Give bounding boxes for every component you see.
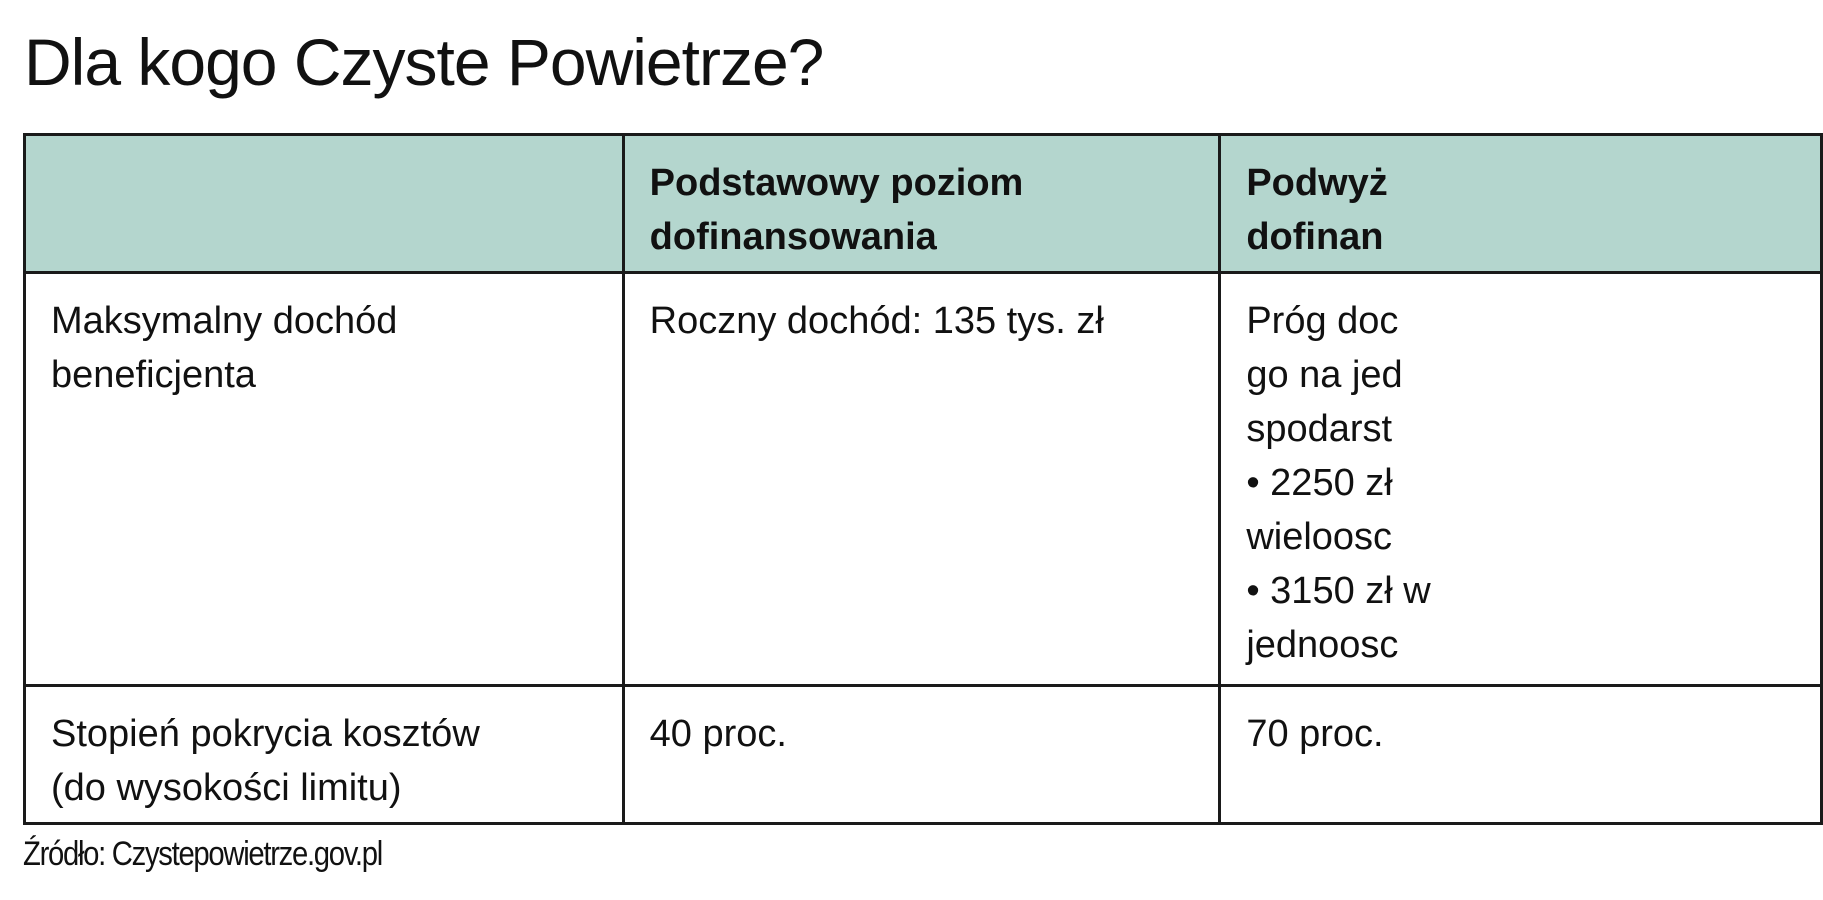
row-label-cell [25, 273, 624, 686]
header-cell-empty [25, 135, 624, 273]
cell-text-line: jednoosc [1246, 624, 1399, 666]
cell-text-line: go na jed [1246, 354, 1403, 396]
basic-level-cell [623, 273, 1220, 686]
cell-text-line: wieloosc [1246, 516, 1393, 558]
table-row-cost-coverage [25, 686, 1822, 824]
increased-level-cell [1220, 273, 1822, 686]
source-note: Źródło: Czystepowietrze.gov.pl [23, 835, 382, 873]
increased-level-cell [1220, 686, 1822, 824]
page-title: Dla kogo Czyste Powietrze? [24, 25, 824, 99]
table-row-max-income [25, 273, 1822, 686]
cell-text-line: 40 proc. [649, 713, 787, 755]
cell-text-line: 70 proc. [1246, 713, 1384, 755]
header-line: dofinansowania [649, 216, 937, 258]
row-label-cell [25, 686, 624, 824]
header-cell-basic-level [623, 135, 1220, 273]
row-label-line: beneficjenta [51, 354, 256, 396]
cell-text-line: spodarst [1246, 408, 1393, 450]
header-line: dofinan [1246, 216, 1384, 258]
row-label-line: Stopień pokrycia kosztów [51, 713, 480, 755]
table-header-row [25, 135, 1822, 273]
cell-text-line: • 2250 zł [1246, 462, 1393, 504]
cell-text-line: Roczny dochód: 135 tys. zł [649, 300, 1104, 342]
row-label-line: Maksymalny dochód [51, 300, 398, 342]
row-label-line: (do wysokości limitu) [51, 767, 402, 809]
header-cell-increased-level [1220, 135, 1822, 273]
cell-text-line: • 3150 zł w [1246, 570, 1431, 612]
header-line: Podwyż [1246, 162, 1388, 204]
header-line: Podstawowy poziom [649, 162, 1024, 204]
cell-text-line: Próg doc [1246, 300, 1399, 342]
basic-level-cell [623, 686, 1220, 824]
funding-comparison-table [23, 133, 1823, 825]
